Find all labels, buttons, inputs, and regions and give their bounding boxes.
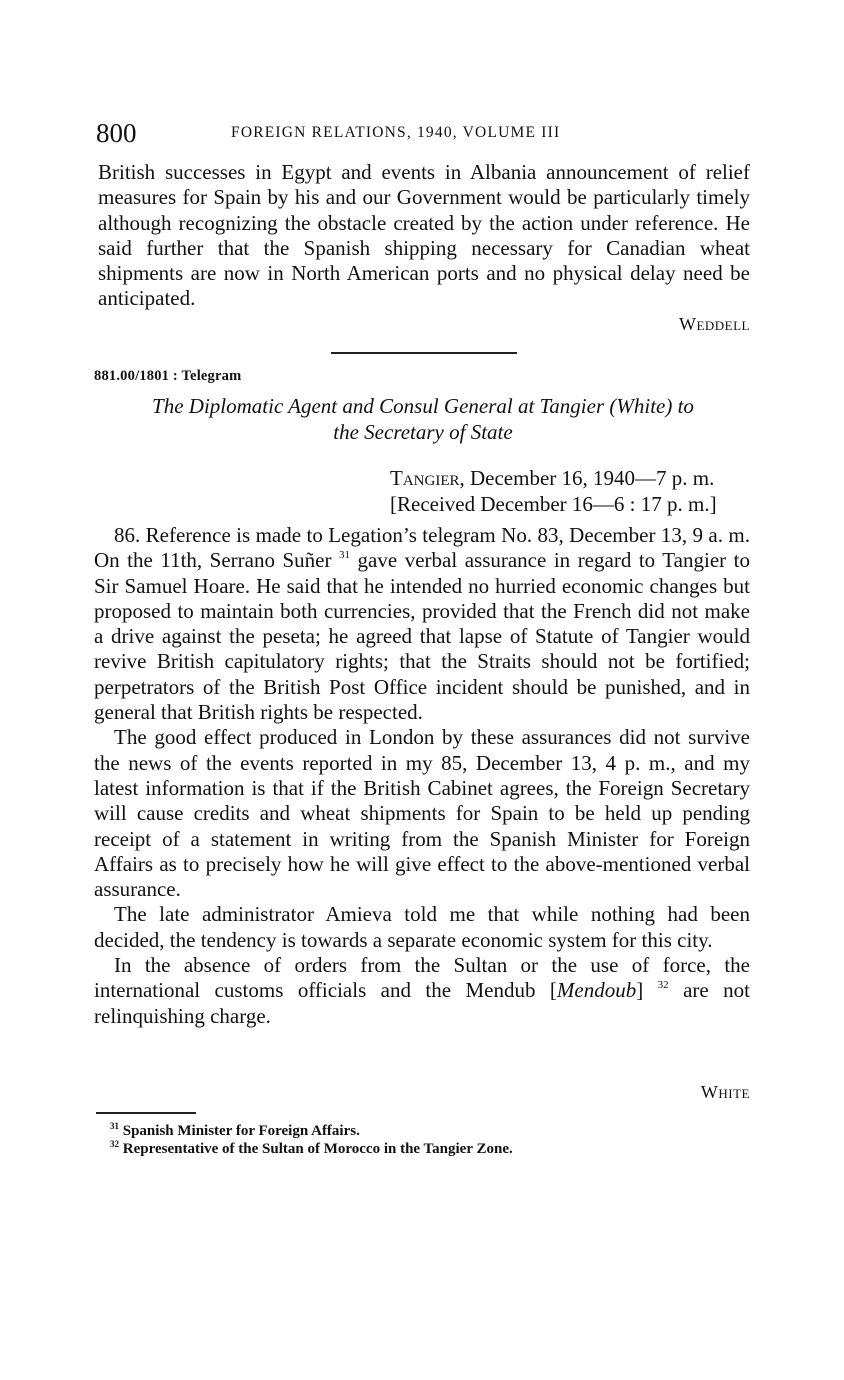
footnote-text: Representative of the Sultan of Morocco in the Tangier Zone.: [122, 1141, 513, 1157]
running-title: FOREIGN RELATIONS, 1940, VOLUME III: [231, 124, 561, 141]
section-divider: [331, 352, 517, 354]
body-paragraph-2: The good effect produced in London by these assurances did not survive the news of the events reported in my 85, December 13, 4 p. m., and my latest information is that if the British Cabinet agrees, the Foreign Secretary will cause credits and wheat shipments for Spain to be held up pending receipt of a statement in writing from the Spanish Minister for Foreign Affairs as to precisely how he will give effect to the above-mentioned verbal assurance.: [94, 725, 750, 902]
file-reference: 881.00/1801 : Telegram: [94, 368, 242, 384]
running-head: [96, 118, 750, 148]
dateline-date: , December 16, 1940—7 p. m.: [459, 466, 715, 490]
document-title: [96, 393, 750, 445]
footnote-32: [110, 1140, 513, 1158]
body-paragraph-4: In the absence of orders from the Sultan or the use of force, the international customs officials and the Mendub [Mendoub] $^{32}$ are not relinquishing charge.: [94, 953, 750, 1028]
footnote-ref-32[interactable]: 32: [657, 979, 669, 992]
footnotes: [110, 1122, 513, 1158]
dateline-place: Tangier: [390, 466, 460, 490]
body-paragraph-3: The late administrator Amieva told me that while nothing had been decided, the tendency is towards a separate economic system for this city.: [94, 902, 750, 952]
dateline: [390, 466, 750, 517]
mendoub-italic: Mendoub: [556, 978, 637, 1003]
dateline-received: [Received December 16—6 : 17 p. m.]: [390, 491, 717, 516]
footnote-ref-31[interactable]: 31: [339, 549, 351, 562]
body-paragraph-1: 86. Reference is made to Legation’s telegram No. 83, December 13, 9 a. m. On the 11th, Serrano Suñer $^{31}$ gave verbal assurance in regard to Tangier to Sir Samuel Hoare. He said that he intended no hurried economic changes but proposed to maintain both currencies, provided that the French did not make a drive against the peseta; he agreed that lapse of Statute of Tangier would revive British capitulatory rights; that the Straits should not be fortified; perpetrators of the British Post Office incident should be punished, and in general that British rights be respected.: [94, 523, 750, 725]
footnote-31: [110, 1122, 513, 1140]
footnote-mark: 32: [110, 1139, 119, 1149]
signature-weddell: Weddell: [678, 314, 750, 334]
telegram-body: [94, 523, 750, 1029]
signature-white: White: [700, 1082, 750, 1102]
page-number: 800: [96, 118, 137, 148]
dateline-sent: [390, 466, 750, 492]
document-title-line-1: The Diplomatic Agent and Consul General at Tangier (White) to: [152, 394, 694, 418]
footnote-text: Spanish Minister for Foreign Affairs.: [122, 1123, 360, 1139]
footnote-mark: 31: [110, 1121, 119, 1131]
footnote-rule: [96, 1112, 196, 1114]
continuation-paragraph: British successes in Egypt and events in Albania announcement of relief measures for Spain by his and our Government would be particularly timely although recognizing the obstacle created by the action under reference. He said further that the Spanish shipping necessary for Canadian wheat shipments are now in North American ports and no physical delay need be anticipated.: [98, 160, 750, 311]
document-title-line-2: the Secretary of State: [333, 420, 513, 444]
